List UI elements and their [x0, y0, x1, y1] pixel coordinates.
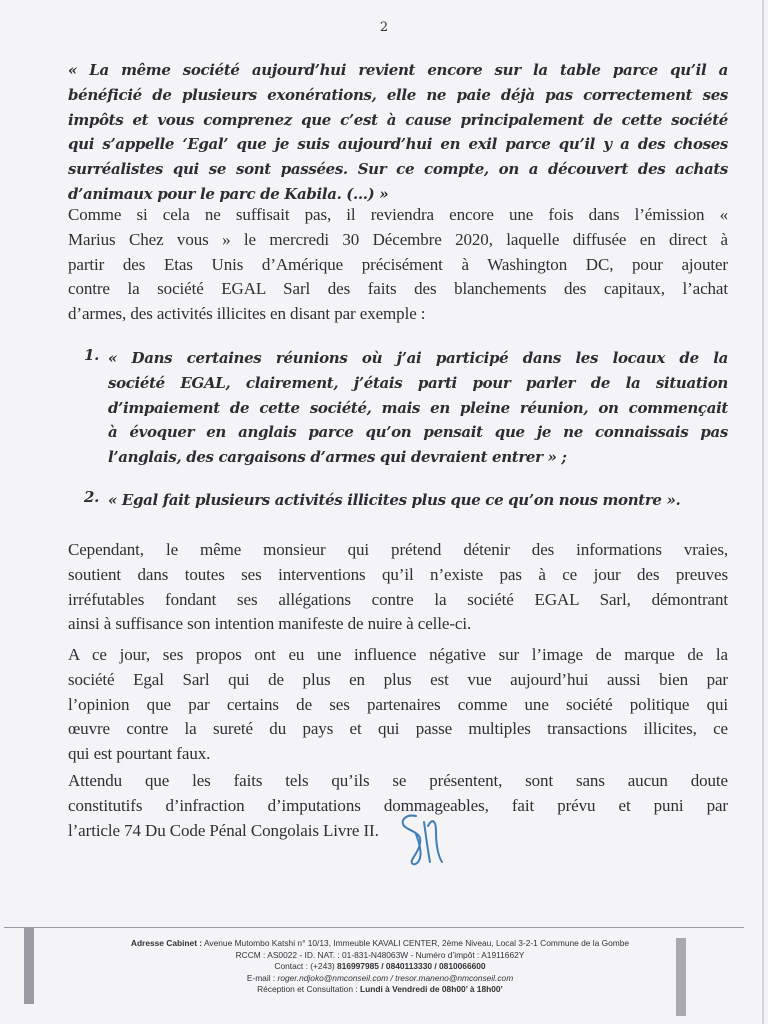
- text-line: Cependant, le même monsieur qui prétend détenir des informations vraies,: [68, 540, 728, 559]
- text-line: Marius Chez vous » le mercredi 30 Décembre 2020, laquelle diffusée en direct à: [68, 229, 728, 249]
- text-line: Comme si cela ne suffisait pas, il reviendra encore une fois dans l’émission «: [68, 205, 728, 224]
- address-value: Avenue Mutombo Katshi n° 10/13, Immeuble KAVALI CENTER, 2ème Niveau, Local 3-2-1 Commune de la Gombe: [203, 938, 630, 948]
- footer-hours: [60, 984, 700, 996]
- signature-stroke: [424, 821, 442, 862]
- footer-rccm: RCCM : AS0022 - ID. NAT. : 01-831-N48063W - Numéro d’impôt : A1911662Y: [235, 949, 525, 960]
- email-label: E-mail :: [246, 972, 276, 983]
- letterhead-footer: [60, 938, 700, 996]
- text-line: à évoquer en anglais parce qu’on pensait que je ne connaissais pas: [108, 423, 728, 442]
- text-line: « Egal fait plusieurs activités illicites plus que ce qu’on nous montre ».: [108, 491, 681, 509]
- text-line: « La même société aujourd’hui revient encore sur la table parce qu’il a: [68, 61, 728, 79]
- list-number: 2.: [84, 488, 99, 506]
- emission-paragraph: [68, 203, 728, 327]
- text-line: œuvre contre la sureté du pays et qui passe multiples transactions illicites, ce: [68, 719, 728, 739]
- text-line: société Egal Sarl qui de plus en plus est vue aujourd’hui aussi bien par: [68, 669, 728, 689]
- text-line: irréfutables fondant ses allégations contre la société EGAL Sarl, démontrant: [68, 589, 728, 609]
- text-line: « Dans certaines réunions où j’ai participé dans les locaux de la: [108, 349, 728, 367]
- text-line: l’article 74 Du Code Pénal Congolais Livre II.: [68, 820, 379, 840]
- footer-email: [60, 973, 700, 985]
- list-number: 1.: [84, 346, 99, 364]
- footer-decorative-bar-left: [24, 928, 34, 1004]
- hours-value: Lundi à Vendredi de 08h00’ à 18h00’: [359, 984, 503, 995]
- text-line: qui s’appelle ‘Egal’ que je suis aujourd’hui en exil parce qu’il y a des choses: [68, 135, 728, 154]
- address-label: Adresse Cabinet :: [130, 938, 203, 948]
- cependant-paragraph: [68, 538, 728, 637]
- text-line: d’armes, des activités illicites en disant par exemple :: [68, 304, 426, 324]
- contact-label: Contact : (+243): [274, 961, 335, 972]
- text-line: l’opinion que par certains de ses partenaires comme une société politique qui: [68, 694, 728, 714]
- text-line: ainsi à suffisance son intention manifeste de nuire à celle-ci.: [68, 614, 472, 634]
- email-addresses[interactable]: roger.ndjoko@nmconseil.com / tresor.maneno@nmconseil.com: [277, 972, 514, 983]
- signature-stroke: [403, 816, 421, 865]
- text-line: bénéficié de plusieurs exonérations, elle ne paie déjà pas correctement ses: [68, 85, 728, 104]
- text-line: l’anglais, des cargaisons d’armes qui devraient entrer » ;: [108, 448, 567, 467]
- text-line: constitutifs d’infraction d’imputations dommageables, fait prévu et puni par: [68, 795, 728, 815]
- text-line: qui est pourtant faux.: [68, 744, 211, 764]
- influence-paragraph: [68, 643, 728, 767]
- hours-label: Réception et Consultation :: [257, 984, 358, 995]
- text-line: société EGAL, clairement, j’étais parti pour parler de la situation: [108, 373, 728, 392]
- text-line: A ce jour, ses propos ont eu une influence négative sur l’image de marque de la: [68, 645, 728, 664]
- contact-phones: 816997985 / 0840113330 / 0810066600: [337, 961, 486, 972]
- text-line: contre la société EGAL Sarl des faits des blanchements des capitaux, l’achat: [68, 279, 728, 299]
- quote-paragraph: [68, 58, 728, 207]
- text-line: partir des Etas Unis d’Amérique précisément à Washington DC, pour ajouter: [68, 254, 728, 274]
- text-line: Attendu que les faits tels qu’ils se présentent, sont sans aucun doute: [68, 771, 728, 790]
- signature-initials: [398, 812, 448, 868]
- text-line: impôts et vous comprenez que c’est à cause principalement de cette société: [68, 110, 728, 129]
- text-line: d’impaiement de cette société, mais en pleine réunion, on commençait: [108, 398, 728, 417]
- text-line: d’animaux pour le parc de Kabila. (...) »: [68, 184, 389, 203]
- text-line: soutient dans toutes ses interventions qu’il n’existe pas à ce jour des preuves: [68, 564, 728, 584]
- page-edge-line: [762, 0, 764, 1024]
- footer-divider: [4, 927, 744, 928]
- footer-address: [60, 938, 700, 950]
- footer-contact: [60, 961, 700, 973]
- text-line: surréalistes qui se sont passées. Sur ce compte, on a découvert des achats: [68, 160, 728, 179]
- page-number: 2: [379, 20, 389, 35]
